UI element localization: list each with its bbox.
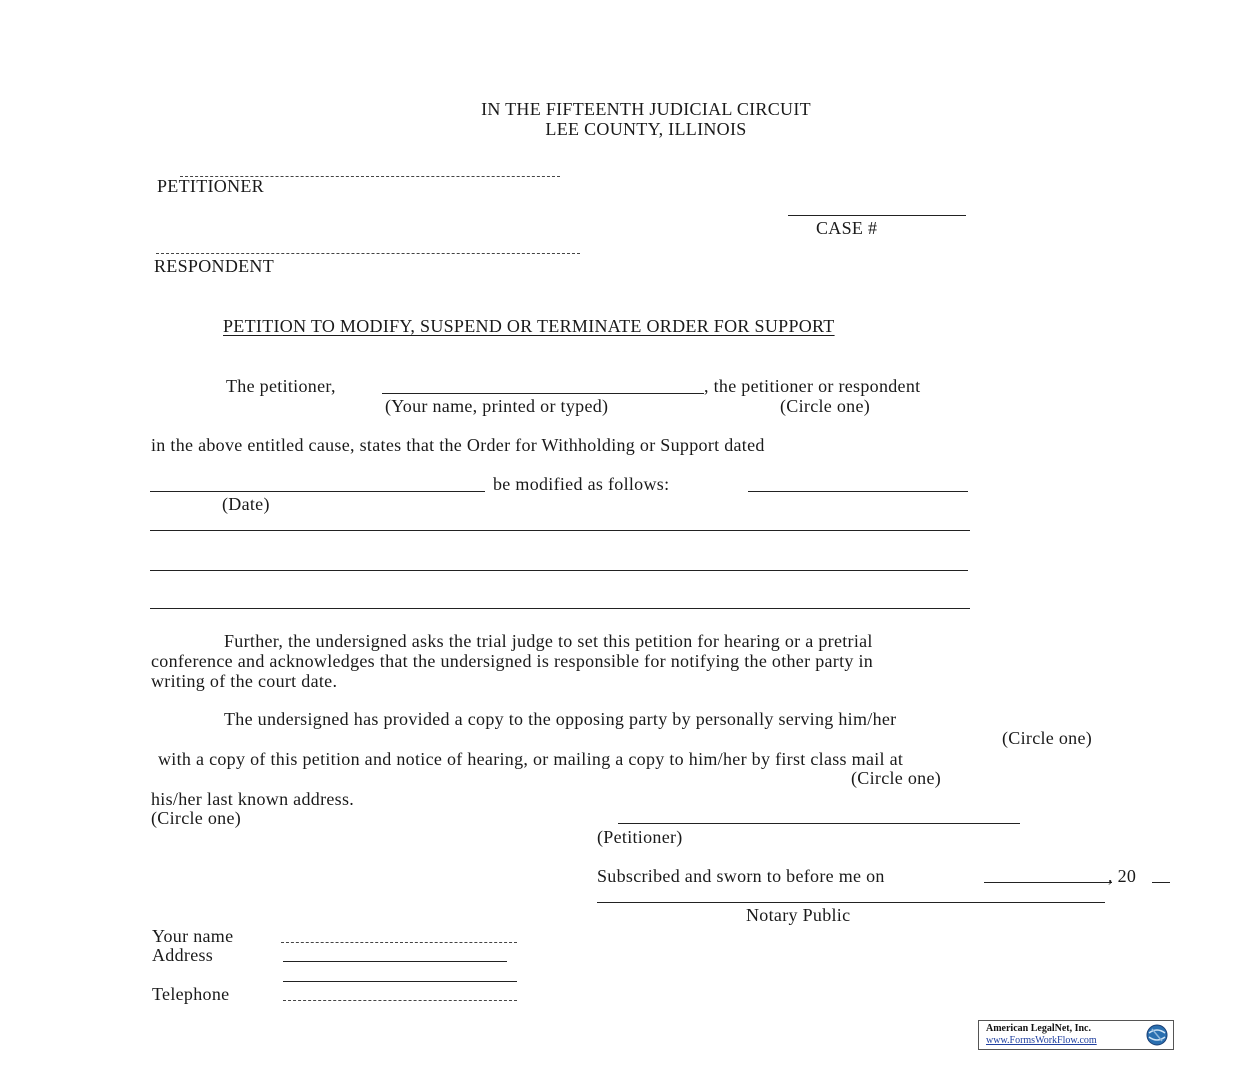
petitioner-label: PETITIONER — [157, 176, 264, 196]
your-name-hint: (Your name, printed or typed) — [385, 396, 609, 416]
modification-line-3[interactable] — [150, 608, 970, 609]
your-name-line[interactable] — [382, 393, 704, 394]
further-line-2: conference and acknowledges that the undersigned is responsible for notifying the other party in — [151, 651, 874, 671]
provided-line-3: his/her last known address. — [151, 789, 355, 809]
case-number-label: CASE # — [816, 218, 878, 238]
logo-company-name: American LegalNet, Inc. — [986, 1023, 1091, 1034]
circle-one-hint-1: (Circle one) — [780, 396, 871, 416]
order-date-line[interactable] — [150, 491, 485, 492]
modification-line-2[interactable] — [150, 570, 968, 571]
petitioner-signature-line[interactable] — [618, 823, 1020, 824]
modified-text: be modified as follows: — [493, 474, 670, 494]
american-legalnet-logo[interactable] — [978, 1020, 1174, 1050]
further-line-1: Further, the undersigned asks the trial judge to set this petition for hearing or a pretrial — [224, 631, 873, 651]
provided-line-2: with a copy of this petition and notice of hearing, or mailing a copy to him/her by first class mail at — [158, 749, 904, 769]
contact-name-line[interactable] — [281, 942, 517, 943]
modification-line-0[interactable] — [748, 491, 968, 492]
case-number-line[interactable] — [788, 215, 966, 216]
provided-line-1: The undersigned has provided a copy to the opposing party by personally serving him/her — [224, 709, 897, 729]
telephone-label: Telephone — [152, 984, 230, 1004]
telephone-line[interactable] — [283, 1000, 517, 1001]
document-title: PETITION TO MODIFY, SUSPEND OR TERMINATE ORDER FOR SUPPORT — [223, 316, 835, 336]
logo-website-link[interactable]: www.FormsWorkFlow.com — [986, 1035, 1097, 1046]
court-header-line2: LEE COUNTY, ILLINOIS — [545, 119, 747, 139]
address-line-1[interactable] — [283, 961, 507, 962]
further-line-3: writing of the court date. — [151, 671, 338, 691]
petitioner-signature-label: (Petitioner) — [597, 827, 683, 847]
petitioner-suffix: , the petitioner or respondent — [704, 376, 921, 396]
order-statement: in the above entitled cause, states that the Order for Withholding or Support dated — [151, 435, 765, 455]
address-line-2[interactable] — [283, 981, 517, 982]
notary-label: Notary Public — [746, 905, 851, 925]
notary-signature-line[interactable] — [597, 902, 1105, 903]
circle-one-hint-3: (Circle one) — [851, 768, 942, 788]
respondent-name-line[interactable] — [156, 253, 580, 254]
circle-one-hint-4: (Circle one) — [151, 808, 242, 828]
globe-icon — [1145, 1023, 1169, 1047]
your-name-label: Your name — [152, 926, 234, 946]
sworn-year-line[interactable] — [1152, 882, 1170, 883]
sworn-text: Subscribed and sworn to before me on — [597, 866, 885, 886]
respondent-label: RESPONDENT — [154, 256, 275, 276]
petitioner-prefix: The petitioner, — [226, 376, 336, 396]
date-hint: (Date) — [222, 494, 270, 514]
address-label: Address — [152, 945, 214, 965]
sworn-year-prefix: , 20 — [1108, 866, 1137, 886]
court-header-line1: IN THE FIFTEENTH JUDICIAL CIRCUIT — [481, 99, 811, 119]
modification-line-1[interactable] — [150, 530, 970, 531]
circle-one-hint-2: (Circle one) — [1002, 728, 1093, 748]
sworn-date-line[interactable] — [984, 882, 1112, 883]
